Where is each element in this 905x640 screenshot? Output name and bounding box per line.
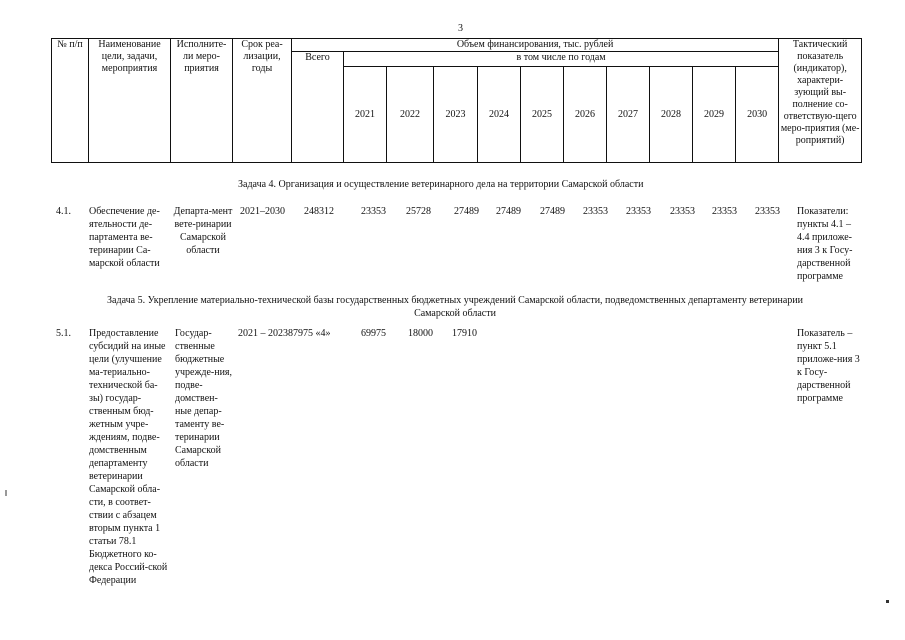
task5-row-name: Предоставление субсидий на иные цели (улучшение ма-териально-технической ба-зы) государ-ственным бюд-жетным учре-ждениям, подве-домственным департаменту ветеринарии Самарской обла-сти, в соответ-ствии с абзацем вторым пункта 1 статьи 78.1 Бюджетного ко-декса Россий-ской Федерации xyxy=(89,328,168,586)
task4-value-2029: 23353 xyxy=(712,206,737,217)
header-num: № п/п xyxy=(52,39,89,163)
header-term: Срок реа-лизации, годы xyxy=(233,39,292,163)
header-indicator: Тактический показатель (индикатор), характери-зующий вы-полнение со-ответствую-щего меро-приятия (ме-роприятий) xyxy=(779,39,862,163)
header-year: 2022 xyxy=(387,67,434,163)
header-year: 2030 xyxy=(736,67,779,163)
header-name: Наименование цели, задачи, мероприятия xyxy=(89,39,171,163)
header-executor: Исполните-ли меро-приятия xyxy=(171,39,233,163)
header-year: 2023 xyxy=(434,67,478,163)
task5-row-executor: Государ-ственные бюджетные учрежде-ния, подве-домствен-ные депар-таменту ве-теринарии Самарской области xyxy=(175,328,233,469)
header-year: 2021 xyxy=(344,67,387,163)
task5-value-2023: 17910 xyxy=(452,328,477,339)
header-year: 2027 xyxy=(607,67,650,163)
page-number: 3 xyxy=(458,23,463,34)
task4-value-2027: 23353 xyxy=(626,206,651,217)
task4-row-term: 2021–2030 xyxy=(240,206,285,217)
header-year: 2029 xyxy=(693,67,736,163)
scan-speck xyxy=(886,600,889,603)
task4-value-2021: 23353 xyxy=(361,206,386,217)
header-year: 2025 xyxy=(521,67,564,163)
task4-value-2022: 25728 xyxy=(406,206,431,217)
task4-row-indicator: Показатели: пункты 4.1 – 4.4 приложе-ния 3 к Госу-дарственной программе xyxy=(797,206,853,282)
task4-row-executor: Департа-мент вете-ринарии Самарской области xyxy=(173,206,233,256)
header-by-year: в том числе по годам xyxy=(344,52,779,67)
header-year: 2028 xyxy=(650,67,693,163)
task4-value-2030: 23353 xyxy=(755,206,780,217)
task4-row-total: 248312 xyxy=(304,206,334,217)
task5-row-num: 5.1. xyxy=(56,328,71,339)
header-year: 2024 xyxy=(478,67,521,163)
task5-value-2021: 69975 xyxy=(361,328,386,339)
task4-value-2026: 23353 xyxy=(583,206,608,217)
header-year: 2026 xyxy=(564,67,607,163)
task4-row-name: Обеспечение де-ятельности де-партамента ве-теринарии Са-марской области xyxy=(89,206,160,269)
task5-row-term: 2021 – 2023 xyxy=(238,328,288,339)
task4-row-num: 4.1. xyxy=(56,206,71,217)
task5-title-line2: Самарской области xyxy=(414,308,496,319)
task5-row-total: 87975 «4» xyxy=(288,328,331,339)
header-total: Всего xyxy=(292,52,344,163)
task5-title-line1: Задача 5. Укрепление материально-технической базы государственных бюджетных учреждений Самарской области, подведомственных департаменту ветеринарии xyxy=(107,295,803,306)
header-funding: Объем финансирования, тыс. рублей xyxy=(292,39,779,52)
task4-title: Задача 4. Организация и осуществление ветеринарного дела на территории Самарской области xyxy=(238,179,644,190)
task5-title xyxy=(40,294,870,320)
task5-row-indicator: Показатель – пункт 5.1 приложе-ния 3 к Госу-дарственной программе xyxy=(797,328,860,404)
task5-value-2022: 18000 xyxy=(408,328,433,339)
task4-value-2023: 27489 xyxy=(454,206,479,217)
table-header xyxy=(51,38,862,163)
task4-value-2024: 27489 xyxy=(496,206,521,217)
scan-speck xyxy=(5,490,7,496)
task4-value-2025: 27489 xyxy=(540,206,565,217)
task4-value-2028: 23353 xyxy=(670,206,695,217)
